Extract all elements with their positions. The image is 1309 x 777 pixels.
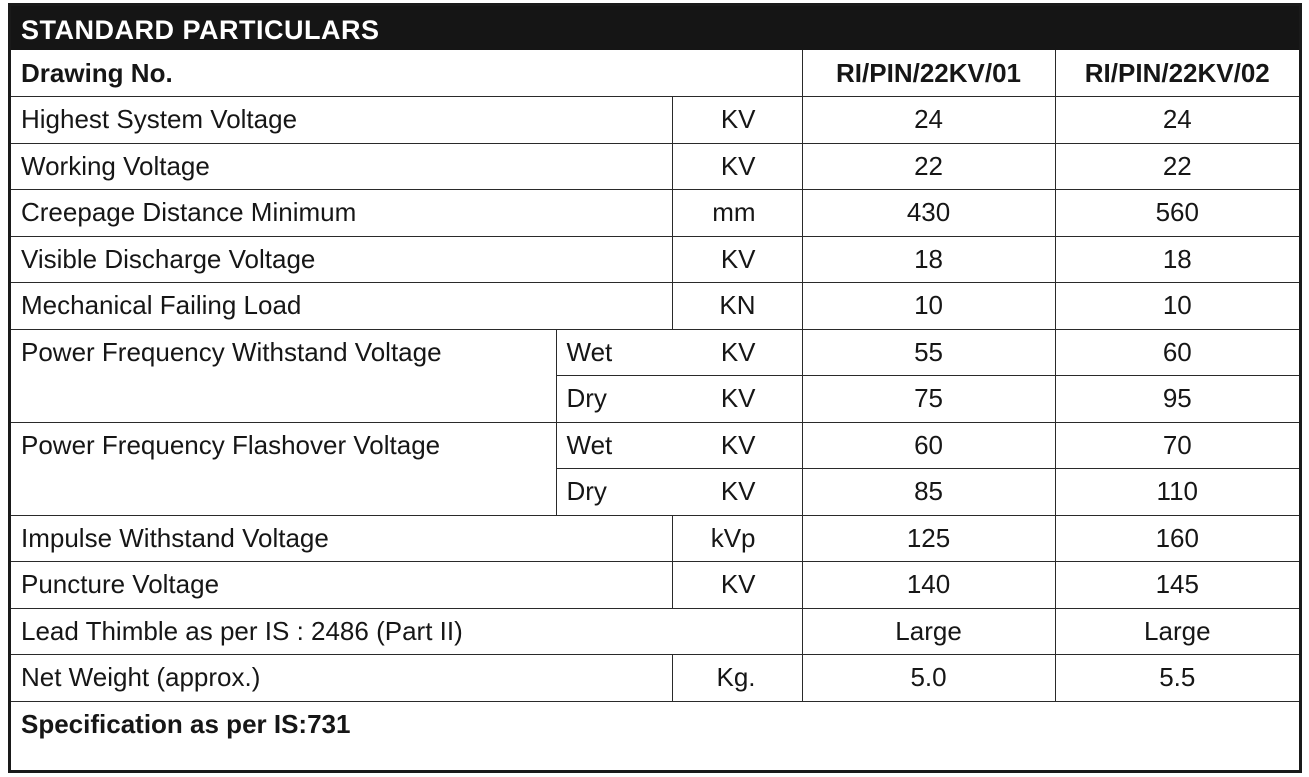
param-label: Highest System Voltage [11, 97, 672, 144]
group-label: Power Frequency Withstand Voltage [11, 329, 556, 422]
table-row [11, 422, 1299, 469]
drawing-code-1: RI/PIN/22KV/01 [802, 50, 1055, 97]
param-label: Net Weight (approx.) [11, 655, 672, 702]
param-label: Creepage Distance Minimum [11, 190, 672, 237]
value-02: 60 [1055, 329, 1299, 376]
value-02: 560 [1055, 190, 1299, 237]
value-01: 22 [802, 143, 1055, 190]
table-row [11, 97, 1299, 144]
value-02: 10 [1055, 283, 1299, 330]
param-unit: KV [672, 97, 802, 144]
table-row [11, 515, 1299, 562]
param-unit: KV [672, 236, 802, 283]
header-row [11, 50, 1299, 97]
value-02: 95 [1055, 376, 1299, 423]
value-02: 160 [1055, 515, 1299, 562]
param-label: Impulse Withstand Voltage [11, 515, 672, 562]
condition-label: Dry [556, 469, 672, 516]
table-row [11, 143, 1299, 190]
value-02: 70 [1055, 422, 1299, 469]
param-unit: Kg. [672, 655, 802, 702]
param-unit: mm [672, 190, 802, 237]
table-row [11, 608, 1299, 655]
drawing-no-label: Drawing No. [11, 50, 802, 97]
value-01: 85 [802, 469, 1055, 516]
table-row [11, 655, 1299, 702]
condition-label: Wet [556, 329, 672, 376]
table-row [11, 329, 1299, 376]
param-unit: kVp [672, 515, 802, 562]
param-label: Puncture Voltage [11, 562, 672, 609]
value-01: 18 [802, 236, 1055, 283]
specification-sheet [8, 3, 1302, 773]
param-unit: KV [672, 329, 802, 376]
value-02: 18 [1055, 236, 1299, 283]
value-01: 60 [802, 422, 1055, 469]
value-01: 55 [802, 329, 1055, 376]
condition-label: Dry [556, 376, 672, 423]
value-01: Large [802, 608, 1055, 655]
table-row [11, 283, 1299, 330]
value-01: 75 [802, 376, 1055, 423]
value-01: 10 [802, 283, 1055, 330]
group-label: Power Frequency Flashover Voltage [11, 422, 556, 515]
value-02: 110 [1055, 469, 1299, 516]
value-01: 125 [802, 515, 1055, 562]
footer-row [11, 701, 1299, 748]
table-title: STANDARD PARTICULARS [11, 6, 1299, 50]
condition-label: Wet [556, 422, 672, 469]
table-row [11, 562, 1299, 609]
value-01: 430 [802, 190, 1055, 237]
value-01: 140 [802, 562, 1055, 609]
value-02: Large [1055, 608, 1299, 655]
value-02: 145 [1055, 562, 1299, 609]
param-unit: KV [672, 143, 802, 190]
param-unit: KV [672, 422, 802, 469]
value-02: 5.5 [1055, 655, 1299, 702]
param-label: Visible Discharge Voltage [11, 236, 672, 283]
param-label: Working Voltage [11, 143, 672, 190]
value-01: 5.0 [802, 655, 1055, 702]
table-row [11, 236, 1299, 283]
param-unit: KV [672, 562, 802, 609]
param-unit: KN [672, 283, 802, 330]
value-02: 24 [1055, 97, 1299, 144]
value-01: 24 [802, 97, 1055, 144]
table-row [11, 190, 1299, 237]
drawing-code-2: RI/PIN/22KV/02 [1055, 50, 1299, 97]
param-unit: KV [672, 376, 802, 423]
value-02: 22 [1055, 143, 1299, 190]
specification-note: Specification as per IS:731 [11, 701, 1299, 748]
param-unit: KV [672, 469, 802, 516]
param-label: Lead Thimble as per IS : 2486 (Part II) [11, 608, 802, 655]
particulars-table [11, 50, 1299, 748]
param-label: Mechanical Failing Load [11, 283, 672, 330]
